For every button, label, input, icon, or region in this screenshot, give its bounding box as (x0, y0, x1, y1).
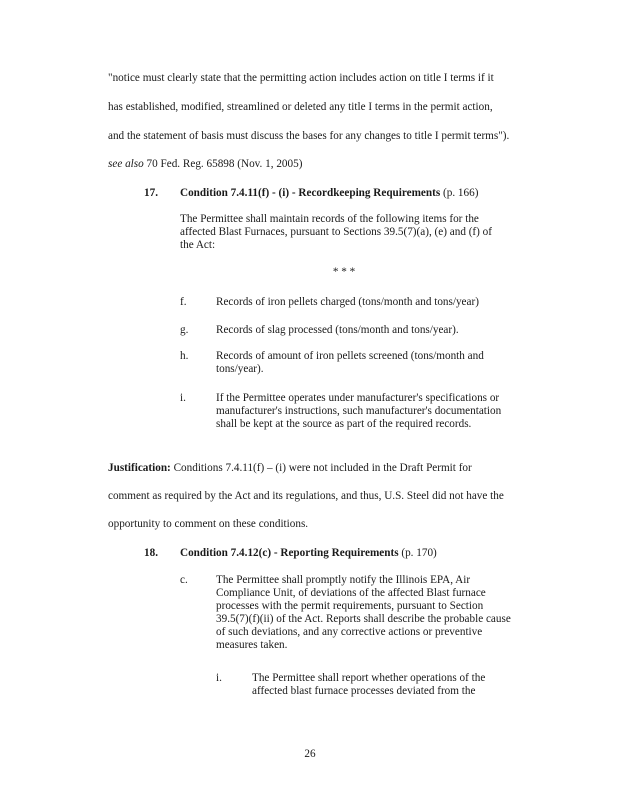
condition-17-number: 17. (144, 187, 158, 199)
justification-label: Justification: (108, 462, 171, 474)
intro-line-1: "notice must clearly state that the permitting action includes action on title I terms if it (108, 72, 494, 84)
see-also-citation (108, 158, 302, 171)
see-also-signal: see also (108, 158, 144, 170)
item-f-text: Records of iron pellets charged (tons/month and tons/year) (216, 296, 479, 308)
condition-18-title: Condition 7.4.12(c) - Reporting Requirements (180, 547, 399, 559)
item-i-text: If the Permittee operates under manufacturer's specifications or manufacturer's instructions, such manufacturer's documentation shall be kept at the source as part of the required records. (216, 392, 502, 430)
condition-17-page-ref: (p. 166) (440, 187, 479, 199)
condition-17-heading (180, 187, 478, 200)
justification-line-1 (108, 462, 472, 475)
ellipsis-separator: * * * (332, 266, 356, 278)
item-f-letter: f. (180, 296, 187, 308)
item-g-letter: g. (180, 324, 189, 336)
intro-line-3: and the statement of basis must discuss the bases for any changes to title I permit terms"). (108, 130, 510, 142)
item-g-text: Records of slag processed (tons/month and tons/year). (216, 324, 459, 336)
justification-line-2: comment as required by the Act and its regulations, and thus, U.S. Steel did not have the (108, 490, 504, 502)
item-c-letter: c. (180, 574, 188, 586)
condition-18-number: 18. (144, 547, 158, 559)
item-i-letter: i. (180, 392, 186, 404)
sub-item-i-text: The Permittee shall report whether operations of the affected blast furnace processes deviated from the (252, 672, 486, 697)
sub-item-i-letter: i. (216, 672, 222, 684)
condition-18-page-ref: (p. 170) (398, 547, 437, 559)
justification-text-1: Conditions 7.4.11(f) – (i) were not included in the Draft Permit for (170, 462, 472, 474)
item-h-text: Records of amount of iron pellets screened (tons/month and tons/year). (216, 350, 484, 375)
condition-17-title: Condition 7.4.11(f) - (i) - Recordkeeping Requirements (180, 187, 441, 199)
page-number: 26 (304, 748, 316, 760)
condition-17-body: The Permittee shall maintain records of the following items for the affected Blast Furnaces, pursuant to Sections 39.5(7)(a), (e) and (f) of the Act: (180, 213, 493, 251)
justification-line-3: opportunity to comment on these conditions. (108, 518, 309, 530)
condition-18-heading (180, 547, 437, 560)
intro-line-2: has established, modified, streamlined or deleted any title I terms in the permit action, (108, 101, 493, 113)
see-also-reference: 70 Fed. Reg. 65898 (Nov. 1, 2005) (143, 158, 303, 170)
item-c-text: The Permittee shall promptly notify the Illinois EPA, Air Compliance Unit, of deviations of the affected Blast furnace processes with the permit requirements, pursuant to Section 39.5(7)(f)(ii) of the Act. Reports shall describe the probable cause of such deviations, and any corrective actions or preventive measures taken. (216, 574, 511, 651)
item-h-letter: h. (180, 350, 189, 362)
